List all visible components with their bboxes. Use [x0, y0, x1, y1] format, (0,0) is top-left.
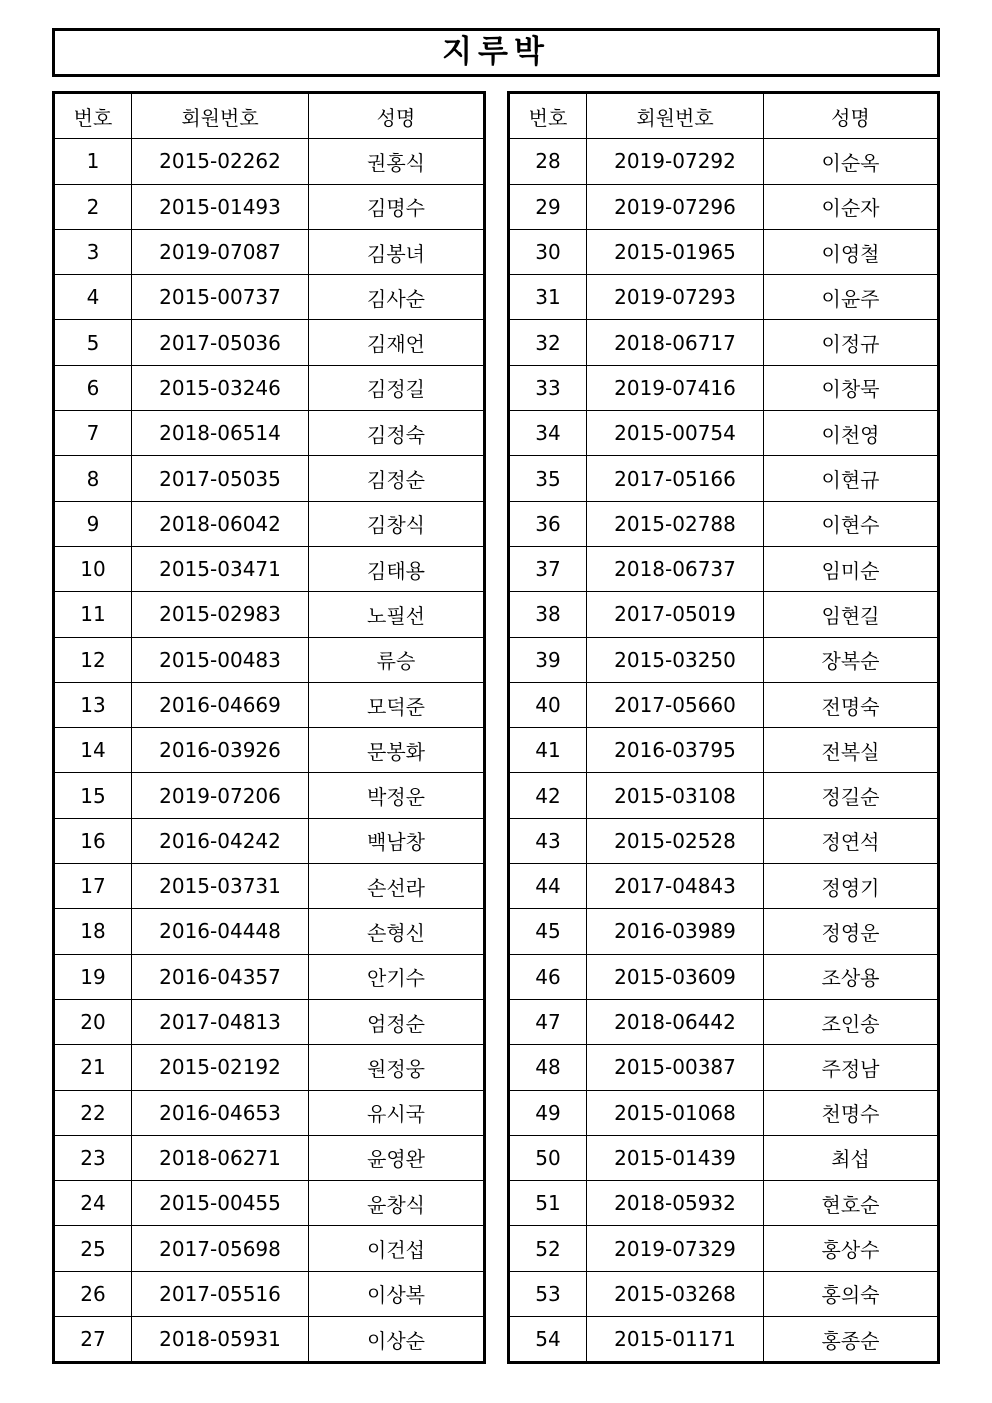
member-name-cell: 손형신 [309, 909, 485, 954]
member-number-cell: 5 [54, 320, 132, 365]
member-id-cell: 2015-02528 [587, 818, 764, 863]
member-id-cell: 2018-06271 [132, 1135, 309, 1180]
member-number-cell: 22 [54, 1090, 132, 1135]
member-number-cell: 45 [509, 909, 587, 954]
member-number-cell: 27 [54, 1317, 132, 1363]
member-name-cell: 김정길 [309, 365, 485, 410]
member-number-cell: 37 [509, 546, 587, 591]
member-name-cell: 임미순 [764, 546, 939, 591]
table-row [54, 773, 485, 818]
table-row [54, 456, 485, 501]
member-name-cell: 김사순 [309, 275, 485, 320]
member-name-cell: 이순옥 [764, 139, 939, 184]
header-name: 성명 [764, 93, 939, 139]
member-number-cell: 17 [54, 864, 132, 909]
member-name-cell: 이상복 [309, 1271, 485, 1316]
member-id-cell: 2015-03268 [587, 1271, 764, 1316]
member-number-cell: 3 [54, 229, 132, 274]
member-id-cell: 2016-03926 [132, 728, 309, 773]
member-name-cell: 박정운 [309, 773, 485, 818]
member-name-cell: 주정남 [764, 1045, 939, 1090]
table-row [54, 728, 485, 773]
member-id-cell: 2015-00754 [587, 411, 764, 456]
table-row [509, 592, 939, 637]
table-row [54, 320, 485, 365]
member-table-right [507, 91, 940, 1364]
member-number-cell: 18 [54, 909, 132, 954]
member-name-cell: 이창묵 [764, 365, 939, 410]
member-number-cell: 29 [509, 184, 587, 229]
member-name-cell: 손선라 [309, 864, 485, 909]
table-row [54, 682, 485, 727]
member-name-cell: 홍상수 [764, 1226, 939, 1271]
table-row [54, 999, 485, 1044]
member-id-cell: 2015-03471 [132, 546, 309, 591]
table-row [54, 909, 485, 954]
member-name-cell: 홍종순 [764, 1317, 939, 1363]
header-row [54, 93, 485, 139]
table-row [54, 501, 485, 546]
member-name-cell: 유시국 [309, 1090, 485, 1135]
member-number-cell: 51 [509, 1181, 587, 1226]
member-name-cell: 이윤주 [764, 275, 939, 320]
table-row [54, 546, 485, 591]
member-name-cell: 김봉녀 [309, 229, 485, 274]
member-name-cell: 백남창 [309, 818, 485, 863]
member-number-cell: 47 [509, 999, 587, 1044]
table-row [509, 501, 939, 546]
member-name-cell: 이순자 [764, 184, 939, 229]
page-title: 지루박 [442, 34, 550, 70]
table-row [509, 229, 939, 274]
table-row [509, 1181, 939, 1226]
member-id-cell: 2019-07293 [587, 275, 764, 320]
table-row [54, 1045, 485, 1090]
table-row [54, 139, 485, 184]
member-number-cell: 54 [509, 1317, 587, 1363]
member-id-cell: 2015-01493 [132, 184, 309, 229]
member-id-cell: 2016-03795 [587, 728, 764, 773]
table-row [509, 682, 939, 727]
member-name-cell: 김정순 [309, 456, 485, 501]
member-number-cell: 8 [54, 456, 132, 501]
member-number-cell: 33 [509, 365, 587, 410]
table-row [54, 1271, 485, 1316]
member-id-cell: 2018-05931 [132, 1317, 309, 1363]
member-name-cell: 윤영완 [309, 1135, 485, 1180]
title-box [52, 28, 940, 77]
member-id-cell: 2017-05019 [587, 592, 764, 637]
member-name-cell: 권홍식 [309, 139, 485, 184]
header-name: 성명 [309, 93, 485, 139]
table-row [509, 1226, 939, 1271]
member-id-cell: 2016-04653 [132, 1090, 309, 1135]
member-id-cell: 2015-03108 [587, 773, 764, 818]
member-number-cell: 2 [54, 184, 132, 229]
member-number-cell: 49 [509, 1090, 587, 1135]
member-number-cell: 20 [54, 999, 132, 1044]
member-id-cell: 2015-01068 [587, 1090, 764, 1135]
member-number-cell: 39 [509, 637, 587, 682]
table-row [509, 546, 939, 591]
member-number-cell: 19 [54, 954, 132, 999]
member-name-cell: 류승 [309, 637, 485, 682]
table-row [509, 637, 939, 682]
member-id-cell: 2015-03609 [587, 954, 764, 999]
member-number-cell: 42 [509, 773, 587, 818]
member-id-cell: 2015-01965 [587, 229, 764, 274]
member-number-cell: 6 [54, 365, 132, 410]
member-number-cell: 25 [54, 1226, 132, 1271]
member-id-cell: 2015-03731 [132, 864, 309, 909]
member-id-cell: 2017-05660 [587, 682, 764, 727]
table-row [509, 456, 939, 501]
member-name-cell: 천명수 [764, 1090, 939, 1135]
member-name-cell: 이상순 [309, 1317, 485, 1363]
member-name-cell: 이정규 [764, 320, 939, 365]
member-id-cell: 2017-05035 [132, 456, 309, 501]
table-row [509, 411, 939, 456]
table-row [509, 728, 939, 773]
member-table-left [52, 91, 486, 1364]
table-row [509, 1135, 939, 1180]
member-number-cell: 10 [54, 546, 132, 591]
member-id-cell: 2017-04813 [132, 999, 309, 1044]
table-row [54, 1090, 485, 1135]
member-number-cell: 30 [509, 229, 587, 274]
member-name-cell: 이천영 [764, 411, 939, 456]
member-name-cell: 김명수 [309, 184, 485, 229]
member-id-cell: 2016-04357 [132, 954, 309, 999]
member-name-cell: 안기수 [309, 954, 485, 999]
member-id-cell: 2017-05698 [132, 1226, 309, 1271]
member-id-cell: 2019-07206 [132, 773, 309, 818]
member-id-cell: 2015-02788 [587, 501, 764, 546]
member-number-cell: 11 [54, 592, 132, 637]
member-number-cell: 46 [509, 954, 587, 999]
member-name-cell: 이현수 [764, 501, 939, 546]
table-row [54, 1317, 485, 1363]
table-row [509, 818, 939, 863]
member-number-cell: 4 [54, 275, 132, 320]
member-name-cell: 이건섭 [309, 1226, 485, 1271]
member-number-cell: 36 [509, 501, 587, 546]
member-id-cell: 2015-01171 [587, 1317, 764, 1363]
member-id-cell: 2017-05516 [132, 1271, 309, 1316]
member-number-cell: 44 [509, 864, 587, 909]
member-name-cell: 원정웅 [309, 1045, 485, 1090]
member-number-cell: 9 [54, 501, 132, 546]
member-id-cell: 2015-02192 [132, 1045, 309, 1090]
member-number-cell: 52 [509, 1226, 587, 1271]
member-id-cell: 2019-07416 [587, 365, 764, 410]
member-name-cell: 이영철 [764, 229, 939, 274]
member-number-cell: 21 [54, 1045, 132, 1090]
member-id-cell: 2018-06737 [587, 546, 764, 591]
member-number-cell: 24 [54, 1181, 132, 1226]
member-number-cell: 14 [54, 728, 132, 773]
member-name-cell: 정영기 [764, 864, 939, 909]
table-row [509, 320, 939, 365]
table-row [54, 954, 485, 999]
header-member-id: 회원번호 [132, 93, 309, 139]
header-row [509, 93, 939, 139]
member-id-cell: 2015-02262 [132, 139, 309, 184]
member-number-cell: 34 [509, 411, 587, 456]
member-id-cell: 2015-00737 [132, 275, 309, 320]
member-id-cell: 2018-06514 [132, 411, 309, 456]
member-id-cell: 2018-06442 [587, 999, 764, 1044]
table-row [54, 864, 485, 909]
member-name-cell: 김재언 [309, 320, 485, 365]
member-id-cell: 2018-06717 [587, 320, 764, 365]
table-row [54, 592, 485, 637]
member-id-cell: 2016-04242 [132, 818, 309, 863]
member-id-cell: 2015-00483 [132, 637, 309, 682]
member-name-cell: 엄정순 [309, 999, 485, 1044]
member-id-cell: 2016-03989 [587, 909, 764, 954]
member-name-cell: 장복순 [764, 637, 939, 682]
member-id-cell: 2019-07087 [132, 229, 309, 274]
table-row [54, 1226, 485, 1271]
member-id-cell: 2015-01439 [587, 1135, 764, 1180]
member-name-cell: 윤창식 [309, 1181, 485, 1226]
member-name-cell: 전복실 [764, 728, 939, 773]
member-id-cell: 2015-02983 [132, 592, 309, 637]
table-row [509, 773, 939, 818]
table-row [54, 1181, 485, 1226]
header-member-id: 회원번호 [587, 93, 764, 139]
member-id-cell: 2015-03250 [587, 637, 764, 682]
table-row [509, 999, 939, 1044]
member-name-cell: 전명숙 [764, 682, 939, 727]
table-body-right [509, 139, 939, 1363]
table-row [509, 1317, 939, 1363]
member-id-cell: 2018-06042 [132, 501, 309, 546]
table-row [54, 184, 485, 229]
member-name-cell: 조인송 [764, 999, 939, 1044]
member-number-cell: 50 [509, 1135, 587, 1180]
table-row [509, 1045, 939, 1090]
member-number-cell: 15 [54, 773, 132, 818]
header-number: 번호 [509, 93, 587, 139]
member-name-cell: 임현길 [764, 592, 939, 637]
member-name-cell: 김태용 [309, 546, 485, 591]
member-number-cell: 38 [509, 592, 587, 637]
table-row [509, 864, 939, 909]
table-row [509, 1090, 939, 1135]
member-name-cell: 최섭 [764, 1135, 939, 1180]
member-number-cell: 43 [509, 818, 587, 863]
member-id-cell: 2016-04448 [132, 909, 309, 954]
table-row [54, 275, 485, 320]
member-name-cell: 정연석 [764, 818, 939, 863]
member-name-cell: 김정숙 [309, 411, 485, 456]
member-name-cell: 문봉화 [309, 728, 485, 773]
table-row [509, 139, 939, 184]
table-row [54, 818, 485, 863]
member-number-cell: 35 [509, 456, 587, 501]
member-name-cell: 정영운 [764, 909, 939, 954]
member-id-cell: 2019-07329 [587, 1226, 764, 1271]
member-id-cell: 2015-03246 [132, 365, 309, 410]
table-row [54, 411, 485, 456]
member-id-cell: 2017-05036 [132, 320, 309, 365]
table-row [509, 275, 939, 320]
member-number-cell: 32 [509, 320, 587, 365]
header-number: 번호 [54, 93, 132, 139]
member-number-cell: 16 [54, 818, 132, 863]
member-id-cell: 2015-00387 [587, 1045, 764, 1090]
member-id-cell: 2018-05932 [587, 1181, 764, 1226]
member-number-cell: 48 [509, 1045, 587, 1090]
table-row [509, 909, 939, 954]
member-id-cell: 2017-04843 [587, 864, 764, 909]
member-number-cell: 40 [509, 682, 587, 727]
member-name-cell: 노필선 [309, 592, 485, 637]
member-number-cell: 23 [54, 1135, 132, 1180]
member-name-cell: 모덕준 [309, 682, 485, 727]
member-name-cell: 현호순 [764, 1181, 939, 1226]
member-name-cell: 조상용 [764, 954, 939, 999]
table-row [509, 365, 939, 410]
member-number-cell: 31 [509, 275, 587, 320]
member-name-cell: 이현규 [764, 456, 939, 501]
table-row [509, 1271, 939, 1316]
member-number-cell: 26 [54, 1271, 132, 1316]
table-row [54, 229, 485, 274]
member-name-cell: 김창식 [309, 501, 485, 546]
member-number-cell: 12 [54, 637, 132, 682]
member-id-cell: 2016-04669 [132, 682, 309, 727]
table-row [509, 184, 939, 229]
table-body-left [54, 139, 485, 1363]
member-number-cell: 28 [509, 139, 587, 184]
table-row [54, 365, 485, 410]
member-number-cell: 53 [509, 1271, 587, 1316]
member-id-cell: 2017-05166 [587, 456, 764, 501]
member-number-cell: 7 [54, 411, 132, 456]
member-id-cell: 2019-07292 [587, 139, 764, 184]
table-row [54, 1135, 485, 1180]
table-row [54, 637, 485, 682]
member-id-cell: 2015-00455 [132, 1181, 309, 1226]
member-name-cell: 정길순 [764, 773, 939, 818]
member-name-cell: 홍의숙 [764, 1271, 939, 1316]
table-row [509, 954, 939, 999]
member-number-cell: 13 [54, 682, 132, 727]
member-id-cell: 2019-07296 [587, 184, 764, 229]
member-number-cell: 1 [54, 139, 132, 184]
member-number-cell: 41 [509, 728, 587, 773]
